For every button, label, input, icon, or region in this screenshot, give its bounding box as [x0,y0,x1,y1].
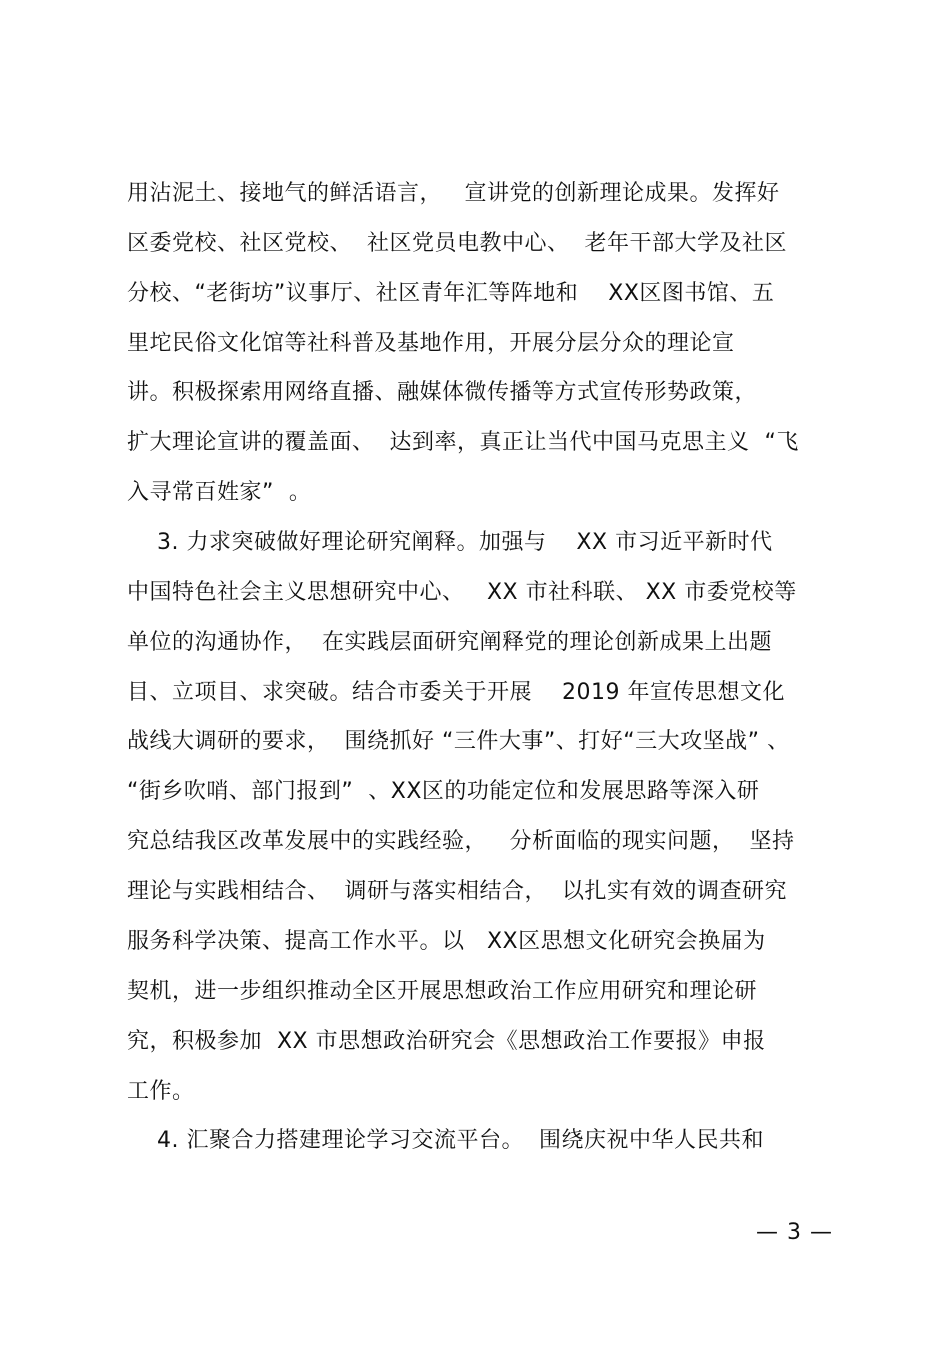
body-text-line: 区委党校、社区党校、 社区党员电教中心、 老年干部大学及社区 [127,231,787,256]
body-text-line: 究，积极参加 XX 市思想政治研究会《思想政治工作要报》申报 [127,1029,766,1054]
body-text-line: 入寻常百姓家” 。 [127,480,312,505]
body-text-line: 工作。 [127,1079,195,1104]
body-text-line: 中国特色社会主义思想研究中心、 XX 市社科联、 XX 市委党校等 [127,580,797,605]
body-text-line: 目、立项目、求突破。结合市委关于开展 2019 年宣传思想文化 [127,680,785,705]
body-text-line: 用沾泥土、接地气的鲜活语言， 宣讲党的创新理论成果。发挥好 [127,181,780,206]
page-number: — 3 — [756,1220,833,1245]
body-text-line: 战线大调研的要求， 围绕抓好 “三件大事”、打好“三大攻坚战” 、 [127,729,790,754]
body-text-line: 讲。积极探索用网络直播、融媒体微传播等方式宣传形势政策， [127,380,758,405]
body-text-line: 理论与实践相结合、 调研与落实相结合， 以扎实有效的调查研究 [127,879,787,904]
body-text-line: 究总结我区改革发展中的实践经验， 分析面临的现实问题， 坚持 [127,829,795,854]
body-text-line: 单位的沟通协作， 在实践层面研究阐释党的理论创新成果上出题 [127,630,772,655]
body-text-line: 扩大理论宣讲的覆盖面、 达到率，真正让当代中国马克思主义 “飞 [127,430,799,455]
body-text-line: 里坨民俗文化馆等社科普及基地作用，开展分层分众的理论宣 [127,331,735,356]
body-text-line: 分校、“老街坊”议事厅、社区青年汇等阵地和 XX区图书馆、五 [127,281,775,306]
paragraph-4-heading: 4. 汇聚合力搭建理论学习交流平台。 围绕庆祝中华人民共和 [127,1128,764,1153]
body-text-line: “街乡吹哨、部门报到” 、XX区的功能定位和发展思路等深入研 [127,779,760,804]
body-text-line: 契机，进一步组织推动全区开展思想政治工作应用研究和理论研 [127,979,758,1004]
body-text-line: 服务科学决策、提高工作水平。以 XX区思想文化研究会换届为 [127,929,766,954]
paragraph-3-heading: 3. 力求突破做好理论研究阐释。加强与 XX 市习近平新时代 [127,530,773,555]
